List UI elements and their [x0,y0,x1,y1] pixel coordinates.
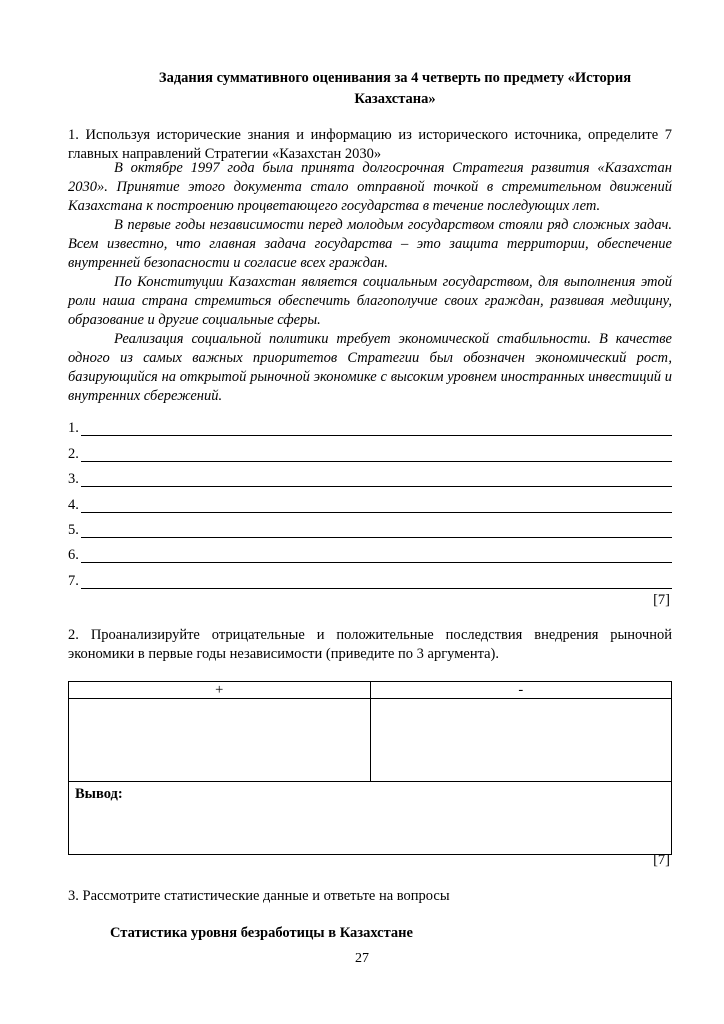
answer-rule[interactable] [81,471,672,487]
answer-number: 2. [68,445,79,462]
answer-rule[interactable] [81,420,672,436]
answer-number: 4. [68,496,79,513]
answer-line[interactable] [68,538,672,563]
consequences-table [68,681,672,855]
answer-number: 3. [68,471,79,488]
task1-score: [7] [653,592,670,608]
answer-line[interactable] [68,462,672,487]
conclusion-label: Вывод: [75,786,123,802]
task3-prompt: 3. Рассмотрите статистические данные и ответьте на вопросы [68,888,450,904]
task1-prompt: 1. Используя исторические знания и информацию из исторического источника, определите 7 главных направлений Стратегии «Казахстан 2030» [68,127,672,162]
task2-prompt: 2. Проанализируйте отрицательные и положительные последствия внедрения рыночной экономики в первые годы независимости (приведите по 3 аргумента). [68,627,672,662]
answer-rule[interactable] [81,573,672,589]
answer-number: 6. [68,547,79,564]
positive-column-header: + [69,682,371,699]
answer-line[interactable] [68,411,672,436]
answer-line[interactable] [68,563,672,588]
source-paragraph: Реализация социальной политики требует экономической стабильности. В качестве одного из самых важных приоритетов Стратегии был обозначен экономический рост, базирующийся на открытой рыночной экономике с высоким уровнем иностранных инвестиций и внутренних сбережений. [68,331,672,404]
historical-source [68,159,672,406]
answer-line[interactable] [68,436,672,461]
page-number: 27 [355,951,369,966]
answer-line[interactable] [68,513,672,538]
source-paragraph: В октябре 1997 года была принята долгосрочная Стратегия развития «Казахстан 2030». Принятие этого документа стало отправной точкой в стремительном движений Казахстана к построению процветающего государства в течение последующих лет. [68,160,672,214]
answer-lines [68,411,672,589]
answer-number: 7. [68,572,79,589]
answer-number: 1. [68,420,79,437]
task2-score: [7] [653,852,670,868]
answer-rule[interactable] [81,446,672,462]
answer-rule[interactable] [81,522,672,538]
answer-line[interactable] [68,487,672,512]
negative-column-header: - [370,682,672,699]
answer-rule[interactable] [81,547,672,563]
positive-answer-cell[interactable] [69,699,371,782]
conclusion-cell[interactable] [69,782,672,855]
statistics-heading: Статистика уровня безработицы в Казахстане [110,925,413,941]
answer-number: 5. [68,521,79,538]
source-paragraph: В первые годы независимости перед молодым государством стояли ряд сложных задач. Всем известно, что главная задача государства – это защита территории, обеспечение внутренней безопасности и согласие всех граждан. [68,217,672,271]
page-title: Задания суммативного оценивания за 4 четверть по предмету «История Казахстана» [158,70,632,107]
negative-answer-cell[interactable] [370,699,672,782]
answer-rule[interactable] [81,497,672,513]
source-paragraph: По Конституции Казахстан является социальным государством, для выполнения этой роли наша страна стремиться обеспечить благополучие своих граждан, развивая медицину, образование и другие социальные сферы. [68,274,672,328]
